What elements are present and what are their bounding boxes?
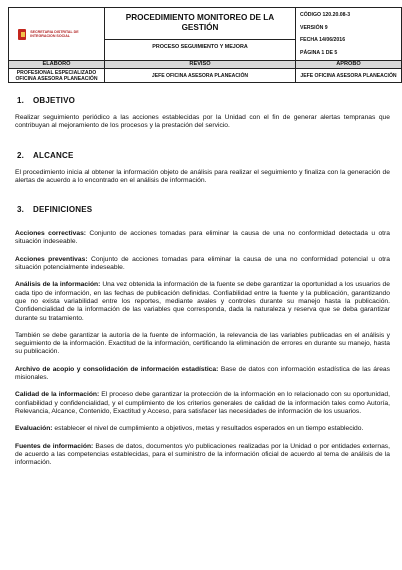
definition-item — [15, 425, 390, 433]
section-heading-objetivo — [17, 96, 390, 105]
definition-text: Una vez obtenida la información de la fuente se debe garantizar la oportunidad a los usuarios de cada tipo de información, en las fechas de publicación definidas. Confiabilidad entre la fuente y la publicación, garantizando que no exista variabilidad entre los reportes, mediante avales y controles durante su manejo hasta la publicación. Confidencialidad de la información de las variables que corresponda, dada la naturaleza y reserva que se deba garantizar durante su tratamiento. — [15, 281, 390, 322]
section-number: 2. — [17, 150, 25, 160]
version-field: VERSIÓN 9 — [300, 24, 328, 31]
definition-text: Base de datos con información estadística de las áreas misionales. — [15, 365, 390, 382]
document-body — [15, 96, 390, 476]
definition-term: Análisis de la información: — [15, 281, 101, 289]
document-header-table — [8, 7, 402, 83]
definition-term: Evaluación: — [15, 425, 53, 433]
reviso-label: REVISÓ — [105, 61, 296, 69]
definition-term: Fuentes de información: — [15, 442, 94, 450]
section-title: ALCANCE — [33, 150, 74, 160]
title-cell — [105, 8, 296, 61]
section-title: OBJETIVO — [33, 96, 76, 105]
definition-item — [15, 230, 390, 247]
section-number: 1. — [17, 96, 25, 105]
definitions-list — [15, 230, 390, 467]
definition-term: Archivo de acopio y consolidación de información estadística: — [15, 365, 219, 373]
aprobo-value: JEFE OFICINA ASESORA PLANEACIÓN — [296, 69, 402, 83]
definition-item — [15, 391, 390, 416]
section-number: 3. — [17, 205, 25, 215]
logo-text: SECRETARIA DISTRITAL DE INTEGRACION SOCIAL — [30, 29, 79, 38]
definition-text: establecer el nivel de cumplimiento a objetivos, metas y resultados esperados en un tiempo establecido. — [52, 425, 364, 433]
objetivo-paragraph: Realizar seguimiento periódico a las acciones establecidas por la Unidad con el fin de generar alertas tempranas que contribuyan al mejoramiento de los procesos y la prestación del servicio. — [15, 114, 390, 130]
definition-text: Bases de datos, documentos y/o publicaciones realizadas por la Unidad o por entidades externas, de acuerdo a las competencias establecidas, para el suministro de la información oficial de acuerdo al tema de análisis de la información. — [15, 442, 390, 467]
section-heading-definiciones — [17, 205, 390, 214]
definition-text: Conjunto de acciones tomadas para eliminar la causa de una no conformidad potencial u otra situación potencialmente indeseable. — [15, 255, 390, 272]
definition-item — [15, 256, 390, 273]
reviso-value: JEFE OFICINA ASESORA PLANEACIÓN — [105, 69, 296, 83]
document-title: PROCEDIMIENTO MONITOREO DE LA GESTIÓN — [125, 13, 275, 32]
institution-logo — [9, 29, 104, 40]
definition-term: Acciones preventivas: — [15, 255, 88, 263]
definition-item — [15, 366, 390, 383]
codigo-field: CÓDIGO 120.20.08-3 — [300, 12, 351, 18]
definition-term: Acciones correctivas: — [15, 230, 87, 238]
metadata-cell — [296, 8, 402, 61]
definition-text: También se debe garantizar la autoría de la fuente de información, la relevancia de las variables publicadas en el análisis y seguimiento de la información. Exactitud de la información, certificando la eliminación de errores en durante su manejo, hasta su publicación. — [15, 331, 390, 356]
alcance-paragraph: El procedimiento inicia al obtener la información objeto de análisis para realizar el seguimiento y finaliza con la generación de alertas de acuerdo a lo encontrado en el análisis de información. — [15, 168, 390, 184]
elaboro-value: PROFESIONAL ESPECIALIZADO OFICINA ASESORA PLANEACIÓN — [9, 69, 105, 83]
fecha-field: FECHA 14/06/2016 — [300, 37, 346, 43]
logo-cell — [9, 8, 105, 61]
section-heading-alcance — [17, 151, 390, 160]
definition-item — [15, 443, 390, 468]
elaboro-label: ELABORÓ — [9, 61, 105, 69]
definition-item — [15, 332, 390, 357]
aprobo-label: APROBÓ — [296, 61, 402, 69]
document-subtitle: PROCESO SEGUIMIENTO Y MEJORA — [105, 39, 295, 55]
definition-term: Calidad de la información: — [15, 391, 100, 399]
shield-icon — [18, 29, 26, 40]
definition-text: Conjunto de acciones tomadas para eliminar la causa de una no conformidad detectada u otra situación indeseable. — [15, 230, 390, 246]
pagina-field: PÁGINA 1 DE 5 — [300, 49, 338, 56]
definition-text: El proceso debe garantizar la protección de la información en lo relacionado con su oportunidad, confiabilidad y confidencialidad, y el cumplimiento de los criterios generales de calidad de la información tales como Autoría, Relevancia, Alcance, Contenido, Exactitud y Acceso, para satisfacer las necesidades de información de los usuarios. — [15, 391, 390, 415]
section-title: DEFINICIONES — [33, 205, 93, 215]
definition-item — [15, 281, 390, 322]
